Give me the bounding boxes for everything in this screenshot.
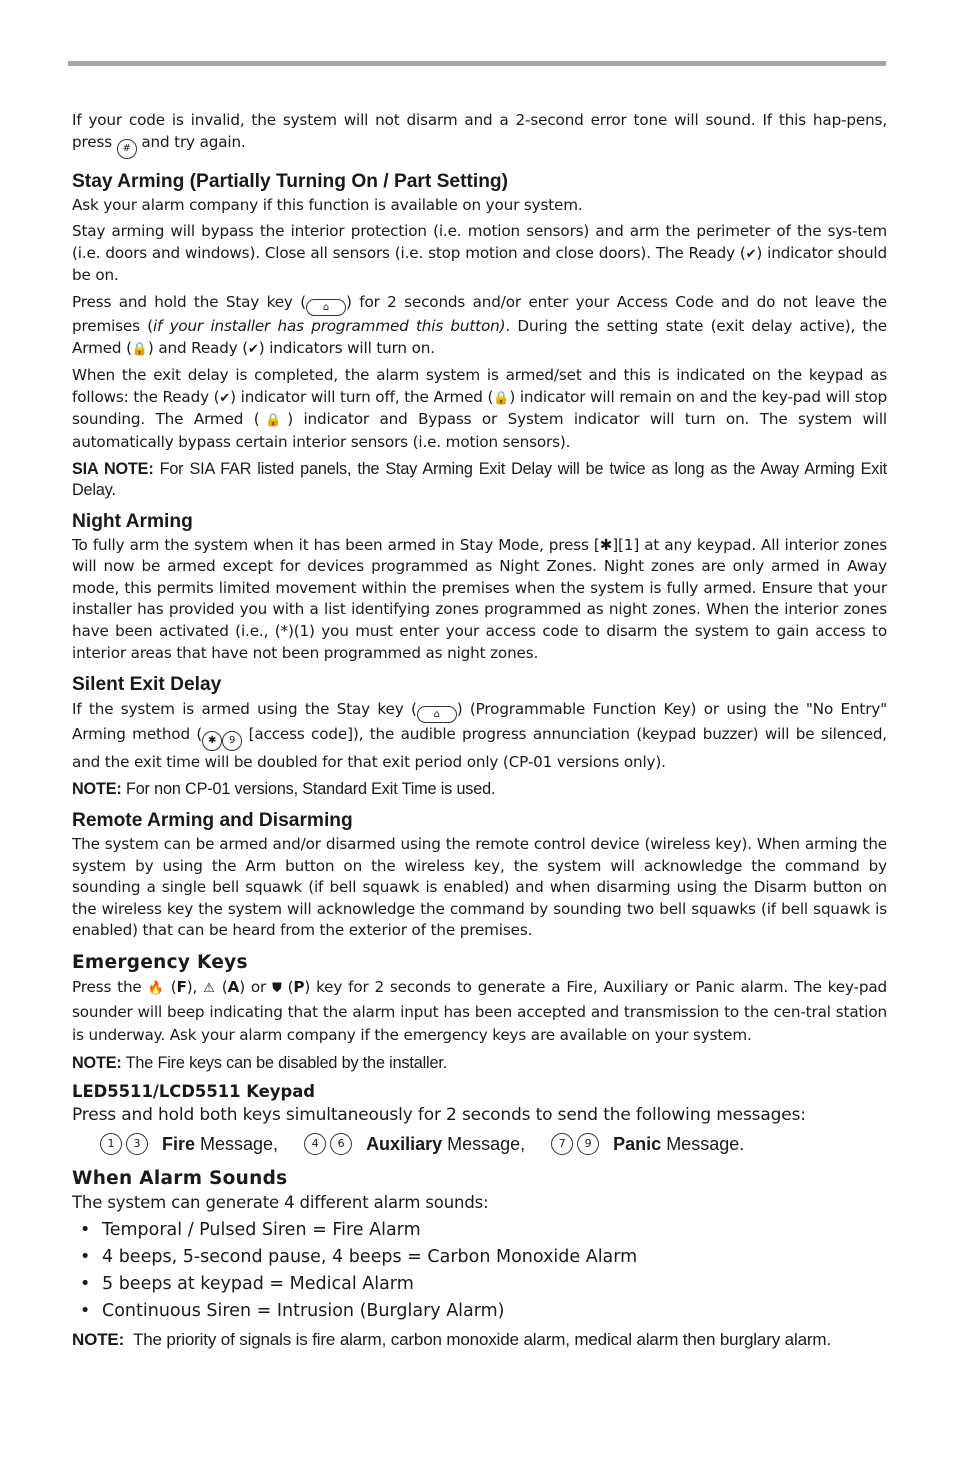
keypad-heading: LED5511/LCD5511 Keypad bbox=[72, 1081, 315, 1101]
alarm-list bbox=[72, 1217, 887, 1325]
emergency-note: NOTE: The Fire keys can be disabled by the installer. bbox=[72, 1053, 448, 1072]
key-3-icon: 3 bbox=[126, 1133, 148, 1155]
stay-p1: Ask your alarm company if this function is available on your system. bbox=[72, 195, 583, 214]
lock-icon: 🔒 bbox=[493, 390, 510, 406]
alarm-p1: The system can generate 4 different alarm sounds: bbox=[72, 1192, 489, 1212]
key-9-icon: 9 bbox=[577, 1133, 599, 1155]
hash-key-icon: # bbox=[117, 139, 137, 159]
auxiliary-combo: 4 6 Auxiliary Message, bbox=[304, 1132, 525, 1156]
night-p1: To fully arm the system when it has been armed in Stay Mode, press [✱][1] at any keypad. All interior zones will now be armed except for devices programmed as Night Zones. Night zones are only armed in Away mode, this permits limited movement within the premises when the system is fully armed. Ensure that your installer has provided you with a list identifying zones programmed as night zones. When the interior zones have been activated (i.e., (*)(1) you must enter your access code to disarm the system to gain access to interior areas that have not been programmed as night zones. bbox=[72, 535, 887, 662]
priority-note: NOTE: The priority of signals is fire alarm, carbon monoxide alarm, medical alarm then burglary alarm. bbox=[72, 1330, 831, 1350]
panic-combo: 7 9 Panic Message. bbox=[551, 1132, 744, 1156]
page-content bbox=[72, 110, 887, 1349]
keypad-combos bbox=[72, 1132, 887, 1156]
fire-combo: 1 3 Fire Message, bbox=[100, 1132, 278, 1156]
lock-icon: 🔒 bbox=[259, 413, 288, 429]
stay-p3: Press and hold the Stay key ( ⌂ ) for 2 seconds and/or enter your Access Code and do not leave the premises (if your installer has programmed this button). During the setting state (exit delay active), the Armed (🔒) and Ready (✔) indicators will turn on. bbox=[72, 292, 887, 357]
fire-icon: 🔥 bbox=[147, 981, 165, 997]
warning-icon: ⚠ bbox=[203, 981, 216, 997]
emergency-p1: Press the 🔥 (F), ⚠ (A) or ⛊ (P) key for 2 seconds to generate a Fire, Auxiliary or Panic alarm. The key-pad sounder will beep indicating that the alarm input has been accepted and transmission to the cen-tral station is underway. Ask your alarm company if the emergency keys are available on your system. bbox=[72, 978, 888, 1045]
star-key-icon: ✱ bbox=[599, 535, 613, 554]
keypad-p1: Press and hold both keys simultaneously for 2 seconds to send the following messages: bbox=[72, 1104, 806, 1125]
remote-p1: The system can be armed and/or disarmed using the remote control device (wireless key). When arming the system by using the Arm button on the wireless key, the system will acknowledge the command by sounding a single bell squawk (if bell squawk is enabled) and when disarming using the Disarm button on the wireless key the system will acknowledge the command by sounding two bell squawks (if bell squawk is enabled) that can be heard from the exterior of the premises. bbox=[72, 835, 887, 940]
key-7-icon: 7 bbox=[551, 1133, 573, 1155]
remote-arming-heading: Remote Arming and Disarming bbox=[72, 810, 353, 832]
stay-p2: Stay arming will bypass the interior protection (i.e. motion sensors) and arm the perimeter of the sys-tem (i.e. doors and windows). Close all sensors (i.e. stop motion and close doors). The Ready (✔) indicator should be on. bbox=[72, 222, 887, 285]
star-key-icon: ✱ bbox=[202, 731, 222, 751]
alarm-sounds-heading: When Alarm Sounds bbox=[72, 1167, 288, 1189]
check-icon: ✔ bbox=[745, 246, 757, 262]
key-4-icon: 4 bbox=[304, 1133, 326, 1155]
top-rule bbox=[68, 61, 886, 66]
silent-p1: If the system is armed using the Stay key ( ⌂ ) (Programmable Function Key) or using the "No Entry" Arming method ( ✱ 9 [access code]), the audible progress annunciation (keypad buzzer) will be silenced, and the exit time will be doubled for that exit period only (CP-01 versions only). bbox=[72, 700, 887, 772]
night-arming-heading: Night Arming bbox=[72, 510, 193, 532]
silent-exit-heading: Silent Exit Delay bbox=[72, 674, 222, 696]
list-item: • Continuous Siren = Intrusion (Burglary Alarm) bbox=[80, 1301, 505, 1322]
lock-icon: 🔒 bbox=[131, 341, 148, 357]
stay-arming-heading: Stay Arming (Partially Turning On / Part Setting) bbox=[72, 170, 509, 192]
stay-key-icon: ⌂ bbox=[417, 706, 457, 723]
stay-key-icon: ⌂ bbox=[306, 299, 346, 316]
emergency-keys-heading: Emergency Keys bbox=[72, 952, 248, 974]
nine-key-icon: 9 bbox=[222, 731, 242, 751]
key-1-icon: 1 bbox=[100, 1133, 122, 1155]
list-item: • 4 beeps, 5-second pause, 4 beeps = Carbon Monoxide Alarm bbox=[80, 1247, 638, 1268]
stay-p4: When the exit delay is completed, the alarm system is armed/set and this is indicated on the keypad as follows: the Ready (✔) indicator will turn off, the Armed (🔒) indicator will remain on and the key-pad will stop sounding. The Armed (🔒) indicator and Bypass or System indicator will turn on. The system will automatically bypass certain interior sensors (i.e. motion sensors). bbox=[72, 366, 887, 451]
list-item: • Temporal / Pulsed Siren = Fire Alarm bbox=[80, 1220, 421, 1241]
check-icon: ✔ bbox=[248, 341, 259, 357]
shield-icon: ⛊ bbox=[272, 981, 282, 997]
sia-note: SIA NOTE: For SIA FAR listed panels, the Stay Arming Exit Delay will be twice as long as the Away Arming Exit Delay. bbox=[72, 459, 887, 499]
intro-paragraph: If your code is invalid, the system will not disarm and a 2-second error tone will sound. If this hap-pens, press # and try again. bbox=[72, 110, 887, 159]
silent-note: NOTE: For non CP-01 versions, Standard Exit Time is used. bbox=[72, 780, 496, 799]
list-item: • 5 beeps at keypad = Medical Alarm bbox=[80, 1274, 414, 1295]
key-6-icon: 6 bbox=[330, 1133, 352, 1155]
check-icon: ✔ bbox=[219, 390, 231, 406]
